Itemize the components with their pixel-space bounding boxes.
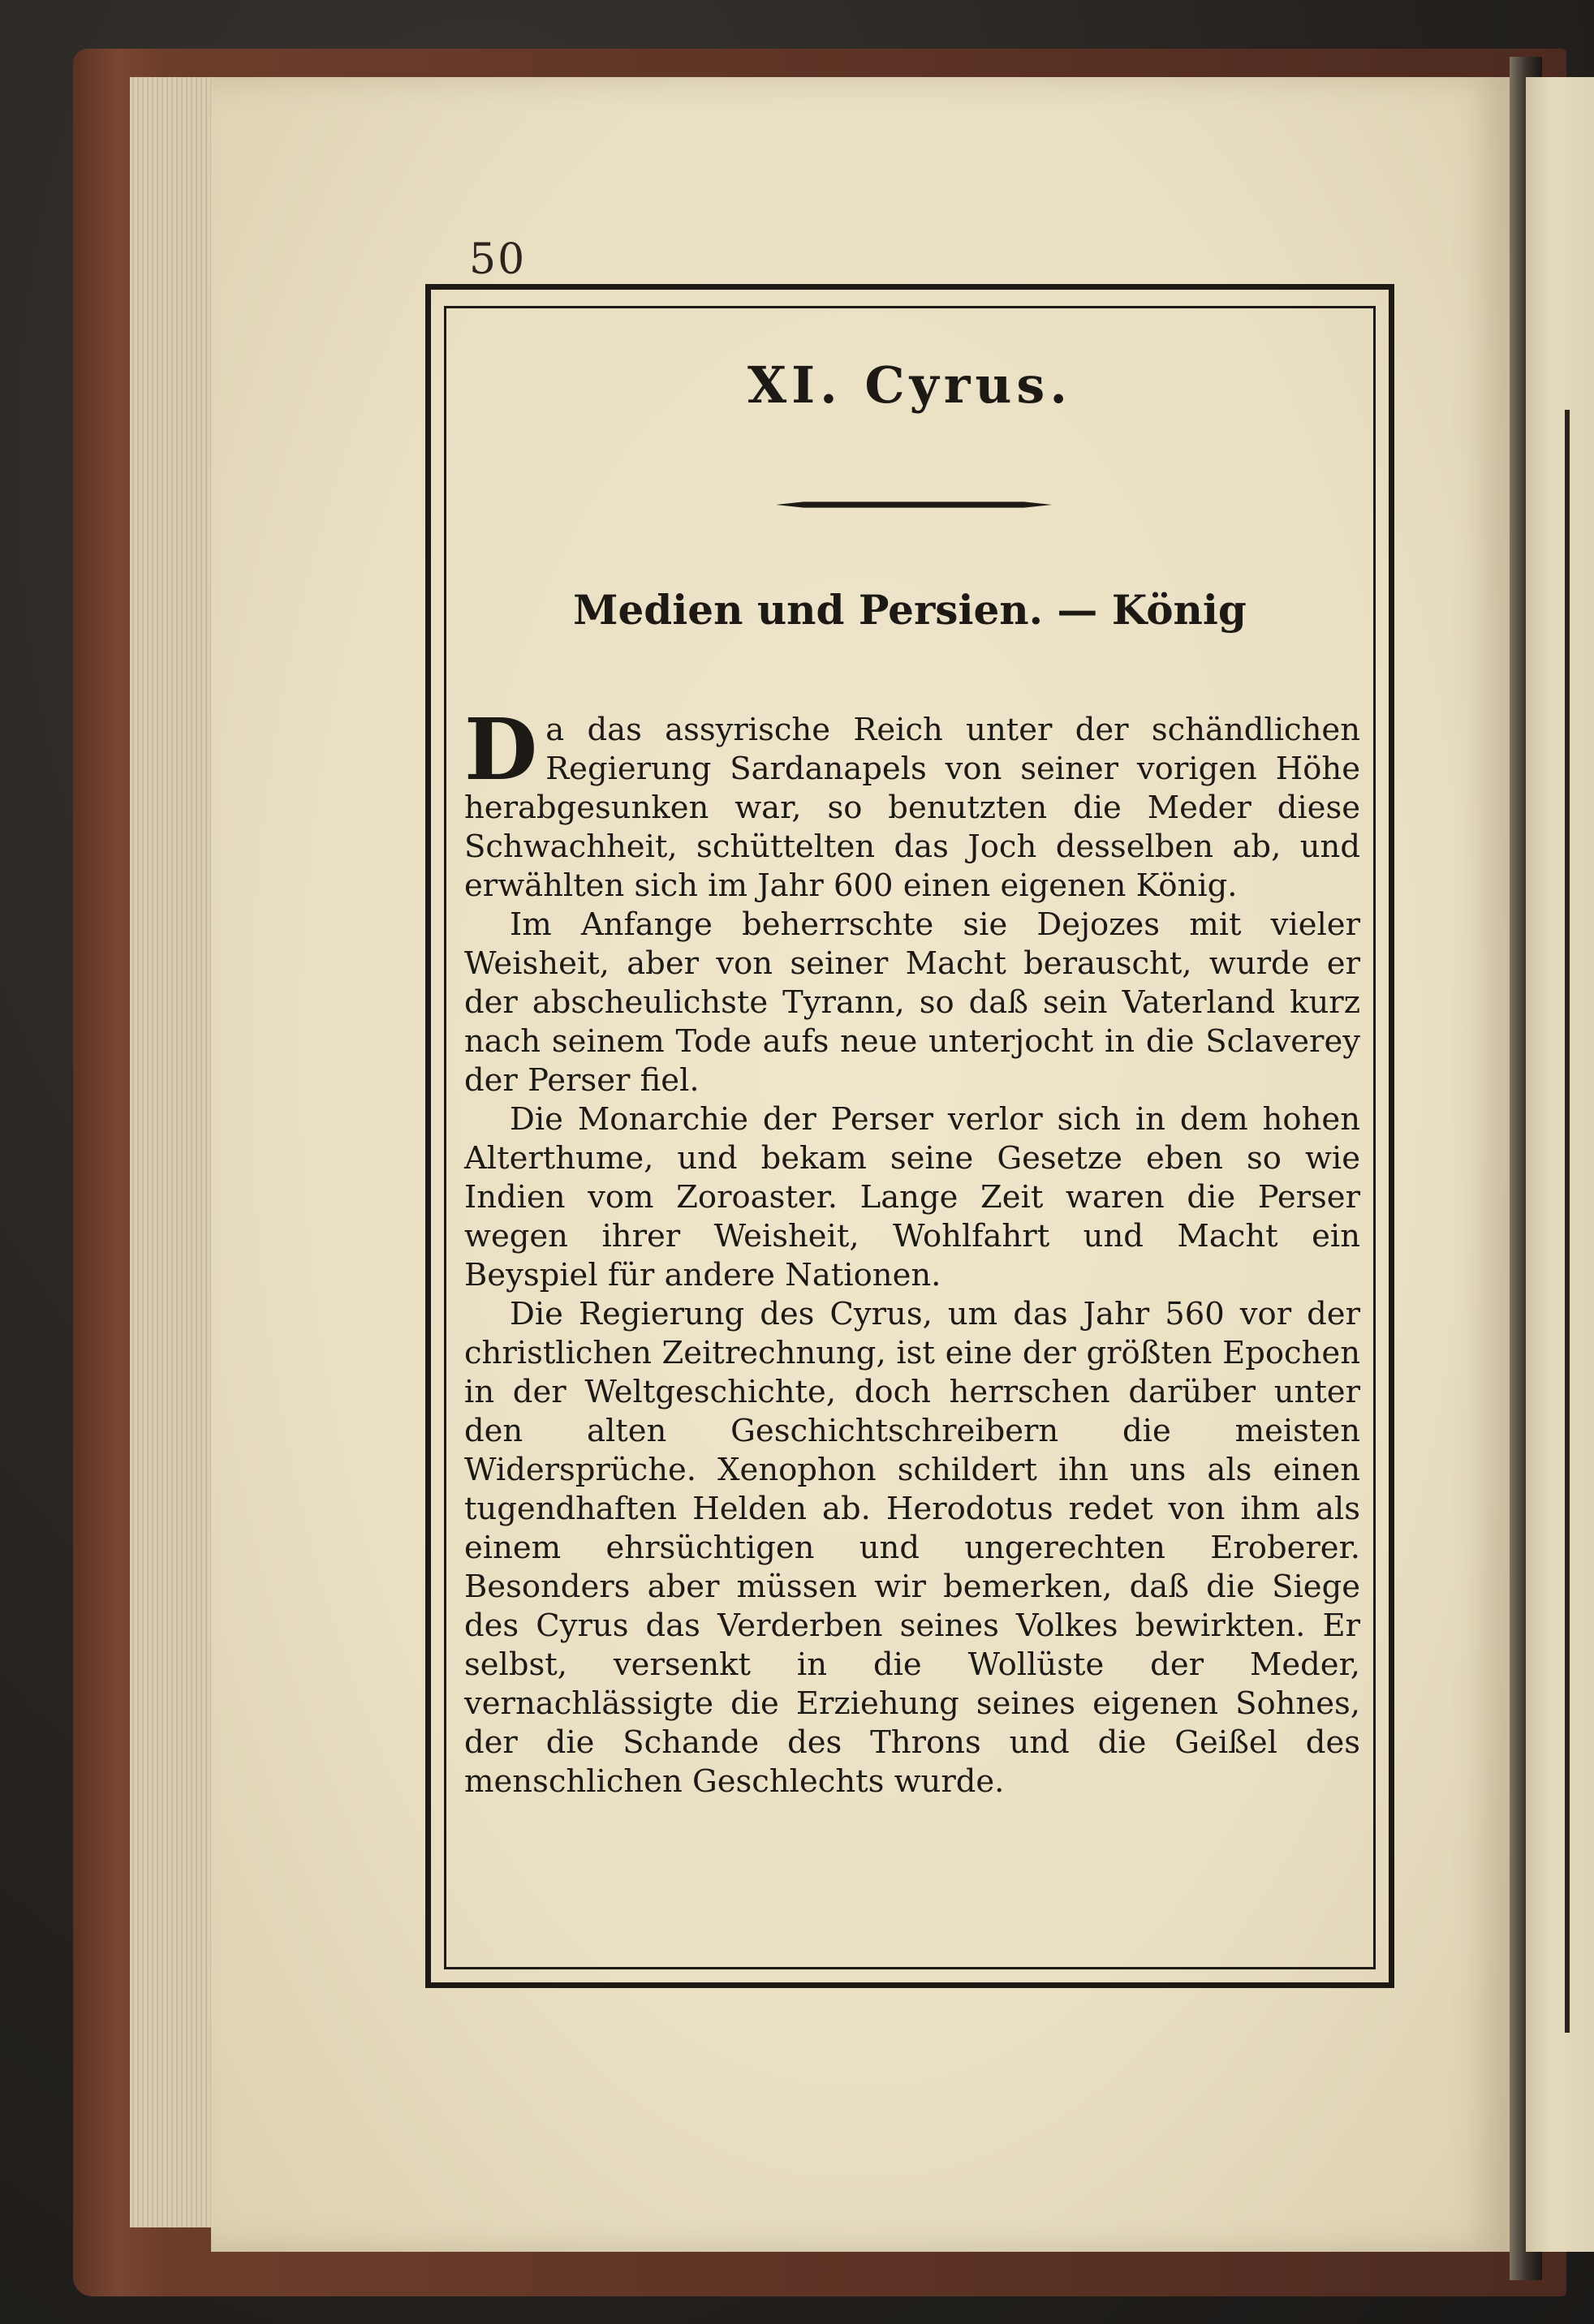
drop-cap: D [464,699,538,799]
chapter-subtitle: Medien und Persien. — König [573,586,1247,634]
body-text [464,699,1360,1801]
chapter-title: XI. Cyrus. [747,355,1072,415]
paragraph-2: Im Anfange beherrschte sie Dejozes mit vieler Weisheit, aber von seiner Macht berauscht, wurde er der abscheulichste Tyrann, so daß sein Vaterland kurz nach seinem Tode aufs neue unterjocht in die Sclaverey der Perser fiel. [464,906,1360,1099]
page-number: 50 [469,235,527,284]
paragraph-1-text: a das assyrische Reich unter der schändlichen Regierung Sardanapels von seiner vorigen Höhe herabgesunken war, so benutzten die Meder diese Schwachheit, schüttelten das Joch desselben ab, und erwählten sich im Jahr 600 einen eigenen König. [464,712,1360,904]
paragraph-4: Die Regierung des Cyrus, um das Jahr 560 vor der christlichen Zeitrechnung, ist eine der größten Epochen in der Weltgeschichte, doch herrschen darüber unter den alten Geschichtschreibern die meisten Widersprüche. Xenophon schildert ihn uns als einen tugendhaften Helden ab. Herodotus redet von ihm als einem ehrsüchtigen und ungerechten Eroberer. Besonders aber müssen wir bemerken, daß die Siege des Cyrus das Verderben seines Volkes bewirkten. Er selbst, versenkt in die Wollüste der Meder, vernachlässigte die Erziehung seines eigenen Sohnes, der die Schande des Throns und die Geißel des menschlichen Geschlechts wurde. [464,1296,1360,1800]
next-page-fragment [1526,77,1594,2252]
next-page-frame-line [1565,410,1570,2033]
paragraph-3: Die Monarchie der Perser verlor sich in dem hohen Alterthume, und bekam seine Gesetze eben so wie Indien vom Zoroaster. Lange Zeit waren die Perser wegen ihrer Weisheit, Wohlfahrt und Macht ein Beyspiel für andere Nationen. [464,1101,1360,1293]
paragraph-1 [464,699,1360,906]
